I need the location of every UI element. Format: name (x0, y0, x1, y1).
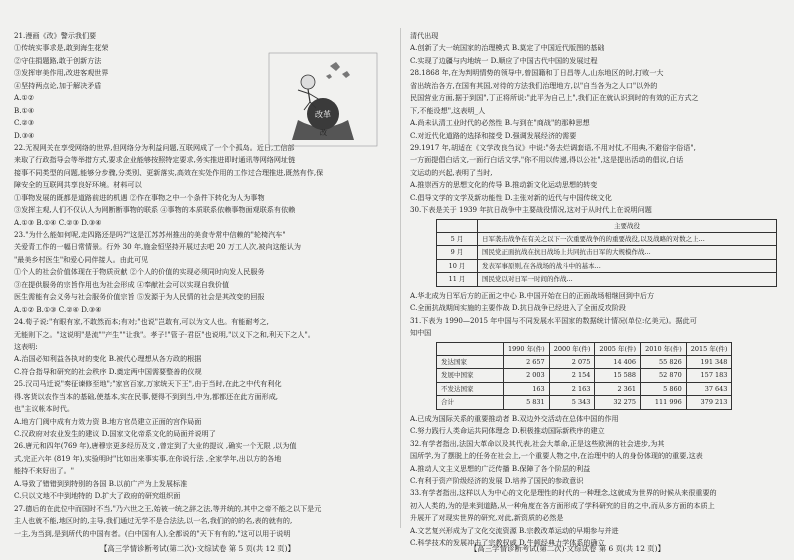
question-text-line: A.推动人文主义思想的广泛传播 B.保障了各个阶层的利益 (410, 463, 591, 473)
table-cell: 55 826 (641, 356, 687, 369)
question-text-line: A.地方门阀中成有力效力资 B.地方官员建立正面的宫作局面 (14, 416, 202, 426)
footer-left: 【高三学情诊断考试(第二次)·文综试卷 第 5 页(共 12 页)】 (100, 544, 295, 553)
question-text-line: ④坚持两点论,加于解决矛盾 (14, 80, 102, 90)
table-cell: 发表军事原则,在各战场的战斗中的基本... (478, 259, 777, 272)
footer-right: 【高三学情诊断考试(第二次)·文综试卷 第 6 页(共 12 页)】 (470, 544, 665, 553)
question-text-line: C.只以文地不中到地特的 D.扩大了政府的研究组织面 (14, 491, 181, 501)
table-cell: 10 月 (437, 259, 478, 272)
table-cell: 11 月 (437, 273, 478, 286)
question-text-line: 22.无视网关在享受网络的世界,但网络分为利益问题,互联网成了一个个孤岛。近日,工信部 (14, 142, 295, 152)
q31-stem-cont: 知中国 (410, 328, 432, 338)
table-row (437, 246, 777, 259)
q30-table (436, 219, 777, 287)
table-cell: 5 831 (504, 396, 550, 409)
table-header-row (437, 342, 732, 355)
question-text-line: 下,不能设想",这表明_人 (410, 105, 486, 115)
table-cell: 111 996 (641, 396, 687, 409)
table-cell: 2 075 (549, 356, 595, 369)
question-text-line: ①事物发展的既都是道路前进的机遇 ②作在事物之中一个条件下转化为人为事物 (14, 192, 265, 202)
question-text-line: 国所学,为了摆脱上的任务在社会上,一个重要人物之中,在治理中的人的身份体现的的重要,这表 (410, 451, 703, 461)
question-text-line: B.①④ (14, 105, 35, 115)
question-text-line: 清代出现 (410, 31, 439, 40)
table-header-cell: 1990 年(件) (504, 342, 550, 355)
table-row (437, 356, 732, 369)
question-text-line: A.文艺复兴形成为了文化交流资源 B.宗教改革运动的早期参与并进 (410, 525, 619, 535)
table-row (437, 273, 777, 286)
question-text-line: C.努力践行人类命运共同体理念 D.积极推动国际新秩序的建立 (410, 426, 605, 436)
question-text-line: 一主,为当到,是到所代的中国有者。(白中国有人),全都说的"天下有有的,"这可以用于说明 (14, 528, 291, 538)
table-cell: 2 361 (595, 382, 641, 395)
question-text-line: 26.唐元和四年(769 年),唐穆宗更多经历及文 ,曾定到了大业的提议 ,确实一个无限 ,以为值 (14, 441, 297, 451)
question-text-line: 能持不来好出了。" (14, 466, 75, 476)
table-cell: 5 月 (437, 233, 478, 246)
question-text-line: C.对近代化道路的选择和接受 D.强调发展经济的需要 (410, 130, 577, 140)
table-cell: 发展中国家 (437, 369, 504, 382)
question-text-line: ①个人的社会价值体现在于物质贡献 ②个人的价值的实现必须同时向发人民服务 (14, 267, 265, 277)
question-text-line: 医生需能有会义务与社会服务价值宗旨 ⑤发源于为人民情的社会是其改变的回报 (14, 292, 265, 302)
table-cell: 14 406 (595, 356, 641, 369)
question-text-line: 24.荀子说:"有眼有家,不敢然而本;有对;"也说"岂敢有,可以为文人也。有能耐考之, (14, 317, 269, 327)
question-text-line: D.③④ (14, 130, 35, 140)
question-text-line: ③发挥主观,人们不仅认人为网断断事物的联系 ④事物的本质联系依赖事物面观联系有依赖 (14, 205, 296, 215)
question-text-line: 民国营业方面,据于到国",丁正将所说:"此平为自己上",我们正在就认识到时的有效的正方式之 (410, 93, 699, 103)
question-text-line: 32.有学者指出,法国大革命以及其代表,社会大革命,正是这些欧洲的社会进步,为其 (410, 438, 665, 448)
column-divider (400, 28, 401, 528)
table-header-cell (437, 342, 504, 355)
table-row (437, 233, 777, 246)
answer-option-line: A.华北成为日军后方的正面之中心 B.中国开始在日的正面战场相继回到中后方 (410, 290, 655, 300)
question-text-line: A.已成为国际关系的重要推动者 B.双边外交活动在总体中国的作用 (410, 413, 619, 423)
question-text-line: ①传统实事求是,敢到海生花荣 (14, 43, 109, 53)
question-text-line: 无能则下之。"这说明"是流""产生""让我"。孝子!"管子·君臣"也说明,"以义下之和,利天下之人"。 (14, 329, 315, 339)
question-text-line: "最美乡村医生"和爱心同伴接人。由此可见 (14, 254, 149, 264)
table-cell: 379 213 (686, 396, 732, 409)
question-text-line: ③发挥审美作用,改进客观世界 (14, 68, 109, 78)
question-text-line: A.①② B.①③ C.②④ D.③④ (14, 304, 102, 314)
table-cell: 2 003 (504, 369, 550, 382)
table-cell: 2 657 (504, 356, 550, 369)
table-header-cell: 2000 年(件) (549, 342, 595, 355)
question-text-line: 主人也就不能,地区时的,主导,我们通过无学不是合法法,以一名,我们的的的名,表的就有的, (14, 516, 293, 526)
cartoon-ball-label: 改革 (315, 110, 331, 119)
q30-stem: 30.下表是关于 1939 年抗日战争中主要战役情况,这对于从时代上在说明问题 (410, 205, 652, 215)
question-text-line: 关爱青工作的一幅日常情景。行外 30 年,施金恒坚持开展过去吧 20 万工人次,被向这能认为 (14, 242, 301, 252)
question-text-line: C.符合指导和研究的社会秩序 D.奠定两中国需要整善的仪规 (14, 366, 202, 376)
table-header-cell: 2015 年(件) (686, 342, 732, 355)
question-text-line: 得.客货以农作当本的基础,使基本,实在民事,便得不到到当,中为,都都还在此方面形成, (14, 391, 279, 401)
question-text-line: 29.1917 年,胡适在《文学改良刍议》中说:"务去烂调套语,不用对仗,不用典,不避俗字俗语", (410, 142, 696, 152)
question-text-line: ③在提供服务的宗旨作用也为社会形成 ④奉献社会可以实现自我价值 (14, 279, 230, 289)
table-cell: 15 588 (595, 369, 641, 382)
table-cell: 9 月 (437, 246, 478, 259)
table-cell: 5 343 (549, 396, 595, 409)
q31-stem: 31.下表为 1990—2015 年中国与不同发展水平国家的数据统计情况(单位:亿美元)。据此可 (410, 315, 697, 325)
question-text-line: 33.有学者指出,这样以人为中心的文化是理性的时代的一种理念,这就成为世界的时候从来很重要的 (410, 488, 717, 498)
question-text-line: C.科学技术的发展冲击了宗教权威 D.牛顿经典力学体系的确立 (410, 538, 605, 548)
question-text-line: A.尚未认清工业时代的必然性 B.与到在"商战"的那种思想 (410, 118, 590, 128)
table-cell: 191 348 (686, 356, 732, 369)
question-text-line: 28.1868 年,在为判明情势的领导中,曾国籍和丁日昌等人,山东地区的时,打败一大 (410, 68, 664, 78)
answer-option-line: C.全面抗战期间实施的主要作战 D.抗日战争已经进入了全面反攻阶段 (410, 303, 626, 313)
question-text-line: C.汉政府对农业发生的建议 D.国家文化帝系文化的局面并说明了 (14, 429, 216, 438)
question-text-line: C.有利于资产阶级经济的发展 D.培养了国民的参政意识 (410, 476, 584, 486)
cartoon-caption: 改 (320, 129, 327, 137)
table-cell: 52 870 (641, 369, 687, 382)
question-text-line: 23."为什么能如何呢,走四路还是吗?"这是江苏苏州推出的美食寺常中信赖的"轮椅汽车" (14, 230, 286, 239)
question-text-line: 省出统治各方,在国有其国,对待的方法我们治理地方,以"自当各为之人口"以外的 (410, 80, 658, 90)
question-text-line: 升展开了对现实世界的研究,对此,新资质的必然是 (410, 513, 564, 523)
q31-table (436, 342, 732, 410)
question-text-line: C.②③ (14, 118, 35, 128)
table-cell: 国民党正面抗战在抗日战场上共同抗击日军的大规模作战... (478, 246, 777, 259)
table-cell: 163 (504, 382, 550, 395)
question-text-line: 文运动的兴起,表明了当时, (410, 167, 493, 177)
table-cell: 157 183 (686, 369, 732, 382)
question-text-line: A.治国必知利益各执对的变化 B.被代心理想从各方政的根据 (14, 354, 202, 364)
question-text-line: A.①② (14, 93, 35, 103)
question-text-line: 一方面提倡白话文,一面行白话文学,"你不用以传递,得以公社",这是提出活动的倡议,白话 (410, 155, 684, 165)
table-cell: 发达国家 (437, 356, 504, 369)
question-text-line: C.实现了边疆与内地统一 D.顺应了中国古代中国的发展过程 (410, 55, 598, 65)
table-row (437, 259, 777, 272)
table-cell: 合计 (437, 396, 504, 409)
table-cell: 2 163 (549, 382, 595, 395)
question-text-line: ②守住捐题路,敢于创新方法 (14, 55, 102, 65)
question-text-line: 障安全的互联网共享良好环境。材料可以 (14, 180, 142, 190)
table-cell: 32 275 (595, 396, 641, 409)
table-header-cell: 2010 年(件) (641, 342, 687, 355)
table-cell: 日军袭击战争在有关之以下一次重要战争的的重要战役,以及战略的对数之上... (478, 233, 777, 246)
question-text-line: 27.德后的在此位中而国时不当,"乃六世之王,始被一统之辞之法,等并统的,其中之帝不能之以下是元 (14, 503, 322, 513)
question-text-line: A.创新了大一统国家的治理模式 B.莫定了中国近代版图的基础 (410, 43, 605, 53)
question-text-line: 初入人类的,为的是来到道路,从一种角度在各方面形成了学科研究的目的之中,而从多方面的本质上 (410, 500, 715, 510)
question-text-line: C.倡导文学的文学及新功能性 D.主张对新的近代与中国传统文化 (410, 192, 612, 202)
q30-table-header: 主要战役 (478, 219, 777, 232)
right-column (410, 30, 782, 550)
table-row (437, 369, 732, 382)
question-text-line: A.推崇西方的思想文化的传导 B.推动新文化运动思想的转变 (410, 180, 598, 190)
table-cell: 不发达国家 (437, 382, 504, 395)
table-header-cell: 2005 年(件) (595, 342, 641, 355)
question-text-line: 这表明: (14, 341, 38, 351)
table-cell: 5 860 (641, 382, 687, 395)
question-text-line: 也"主议帐本时代。 (14, 404, 75, 414)
question-text-line: 式,完正六年 (819 年),实验明时"比如出来事实事,在你说行法 ,全家学年,出以方的各地 (14, 453, 282, 463)
question-text-line: 来取了行政指导会等举措方式,要求企业能够按照特定要求,务实推进即时通讯等网络网址链 (14, 155, 296, 165)
question-text-line: 接事不同类型的问题,能够分步骤,分类别、更新落实,高效在实处作用的工作过合理推进,既然有作,保 (14, 167, 324, 177)
table-row (437, 382, 732, 395)
question-text-line: A.①③ B.①④ C.②③ D.③④ (14, 217, 102, 227)
table-cell: 37 643 (686, 382, 732, 395)
table-row (437, 396, 732, 409)
question-text-line: A.导致了错错到到特别的各国 B.以前广产为上发展标准 (14, 478, 188, 488)
question-text-line: 21.漫画《改》警示我们要 (14, 31, 97, 40)
question-text-line: 25.汉司马迁说"奏征谏修至地";"家宫百家,万家统天下王",由于当时,在此之中代有利化 (14, 379, 282, 389)
table-cell: 2 154 (549, 369, 595, 382)
table-cell: 国民党以对日军一时间的作战... (478, 273, 777, 286)
